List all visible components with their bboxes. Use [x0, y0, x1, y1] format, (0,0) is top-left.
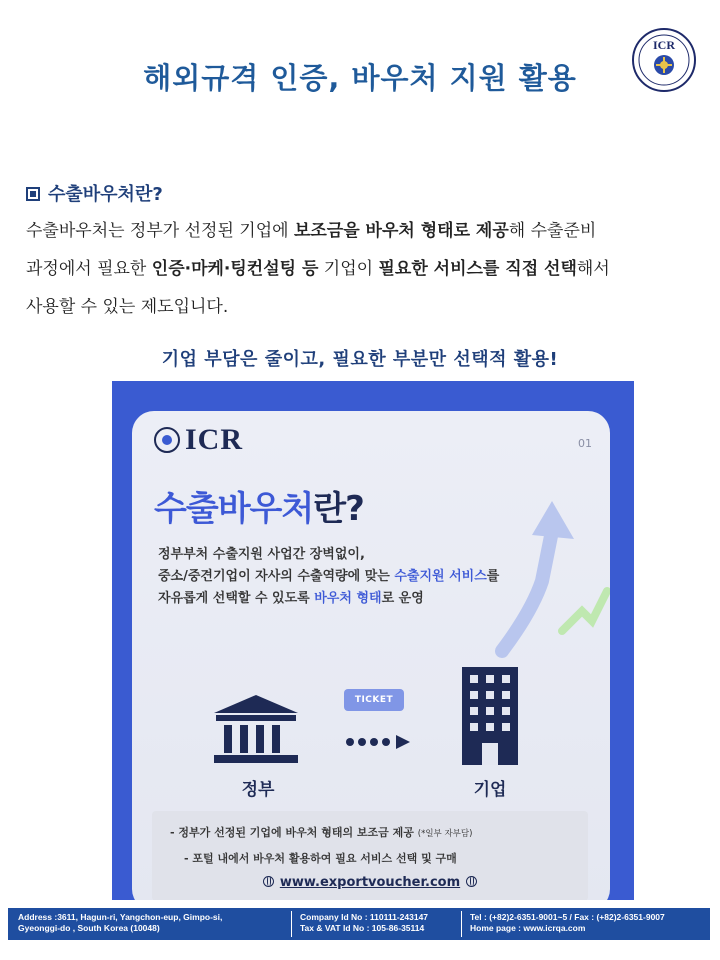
government-building-icon	[210, 693, 302, 765]
desc-line-1: 정부부처 수출지원 사업간 장벽없이,	[158, 547, 365, 562]
globe-icon	[263, 876, 274, 887]
info-line-1	[170, 824, 472, 840]
para-line-3: 사용할 수 있는 제도입니다.	[26, 297, 229, 317]
info-box	[152, 811, 588, 900]
footer-bar	[8, 908, 710, 940]
poster-description	[158, 544, 499, 610]
icr-seal-icon	[631, 27, 697, 93]
page-title: 해외규격 인증, 바우처 지원 활용	[143, 61, 577, 95]
section-heading	[26, 180, 163, 206]
text: 해 수출준비	[508, 221, 597, 241]
desc-line-3	[158, 588, 499, 610]
text: 과정에서 필요한	[26, 259, 152, 279]
info-line-2: - 포털 내에서 바우처 활용하여 필요 서비스 선택 및 구매	[184, 852, 457, 865]
footer-contact	[470, 912, 710, 934]
address-line-2: Gyeonggi-do , South Korea (10048)	[18, 923, 160, 933]
highlight-text: 기업 부담은 줄이고, 필요한 부분만 선택적 활용!	[161, 349, 559, 370]
company-id: Company Id No : 110111-243147	[300, 912, 429, 922]
text: 중소/중견기업이 자사의 수출역량에 맞는	[158, 569, 395, 584]
globe-icon	[466, 876, 477, 887]
tax-id: Tax & VAT Id No : 105-86-35114	[300, 923, 425, 933]
text: 로 운영	[381, 591, 424, 606]
text: - 정부가 선정된 기업에 바우처 형태의 보조금 제공	[170, 826, 414, 839]
note-text: (*일부 자부담)	[417, 829, 473, 839]
emphasis-text: 바우처 형태	[314, 591, 382, 606]
square-bullet-icon	[26, 187, 40, 201]
page-number: 01	[578, 437, 592, 450]
company-building-icon	[462, 667, 518, 765]
section-heading-text: 수출바우처란?	[48, 184, 163, 205]
brand-text: ICR	[185, 423, 244, 456]
text: 자유롭게 선택할 수 있도록	[158, 591, 315, 606]
footer-divider	[291, 911, 292, 937]
voucher-link[interactable]	[152, 875, 588, 890]
homepage[interactable]: Home page : www.icrqa.com	[470, 923, 586, 933]
label-government: 정부	[241, 780, 275, 800]
url-text[interactable]: www.exportvoucher.com	[279, 875, 461, 890]
text: 수출바우처는 정부가 선정된 기업에	[26, 221, 294, 241]
label-enterprise: 기업	[473, 780, 507, 800]
footer-company	[300, 912, 460, 934]
poster-brand	[154, 423, 243, 457]
text: 해서	[576, 259, 610, 279]
ticket-icon: TICKET	[344, 689, 404, 711]
poster-card	[132, 411, 610, 900]
text: 기업이	[318, 259, 379, 279]
para-line-2	[26, 250, 706, 288]
text: 를	[486, 569, 500, 584]
footer-divider	[461, 911, 462, 937]
export-voucher-poster	[112, 381, 634, 900]
phone-fax: Tel : (+82)2-6351-9001~5 / Fax : (+82)2-6351-9007	[470, 912, 665, 922]
rising-arrow-icon	[492, 491, 610, 661]
intro-paragraph	[26, 212, 706, 326]
footer-address	[18, 912, 288, 934]
headline-emphasis: 수출바우처	[154, 489, 314, 529]
address-line-1: Address :3611, Hagun-ri, Yangchon-eup, Gimpo-si,	[18, 912, 223, 922]
seal-text: ICR	[652, 38, 676, 52]
bold-text: 필요한 서비스를 직접 선택	[378, 259, 577, 279]
bold-text: 인증·마케·팅컨설팅 등	[151, 259, 319, 279]
headline-rest: 란?	[313, 489, 364, 529]
arrow-dots-icon	[344, 735, 424, 749]
bold-text: 보조금을 바우처 형태로 제공	[293, 221, 509, 241]
emphasis-text: 수출지원 서비스	[394, 569, 487, 584]
poster-headline	[154, 481, 364, 530]
para-line-1	[26, 212, 706, 250]
desc-line-2	[158, 566, 499, 588]
brand-seal-icon	[154, 427, 180, 453]
